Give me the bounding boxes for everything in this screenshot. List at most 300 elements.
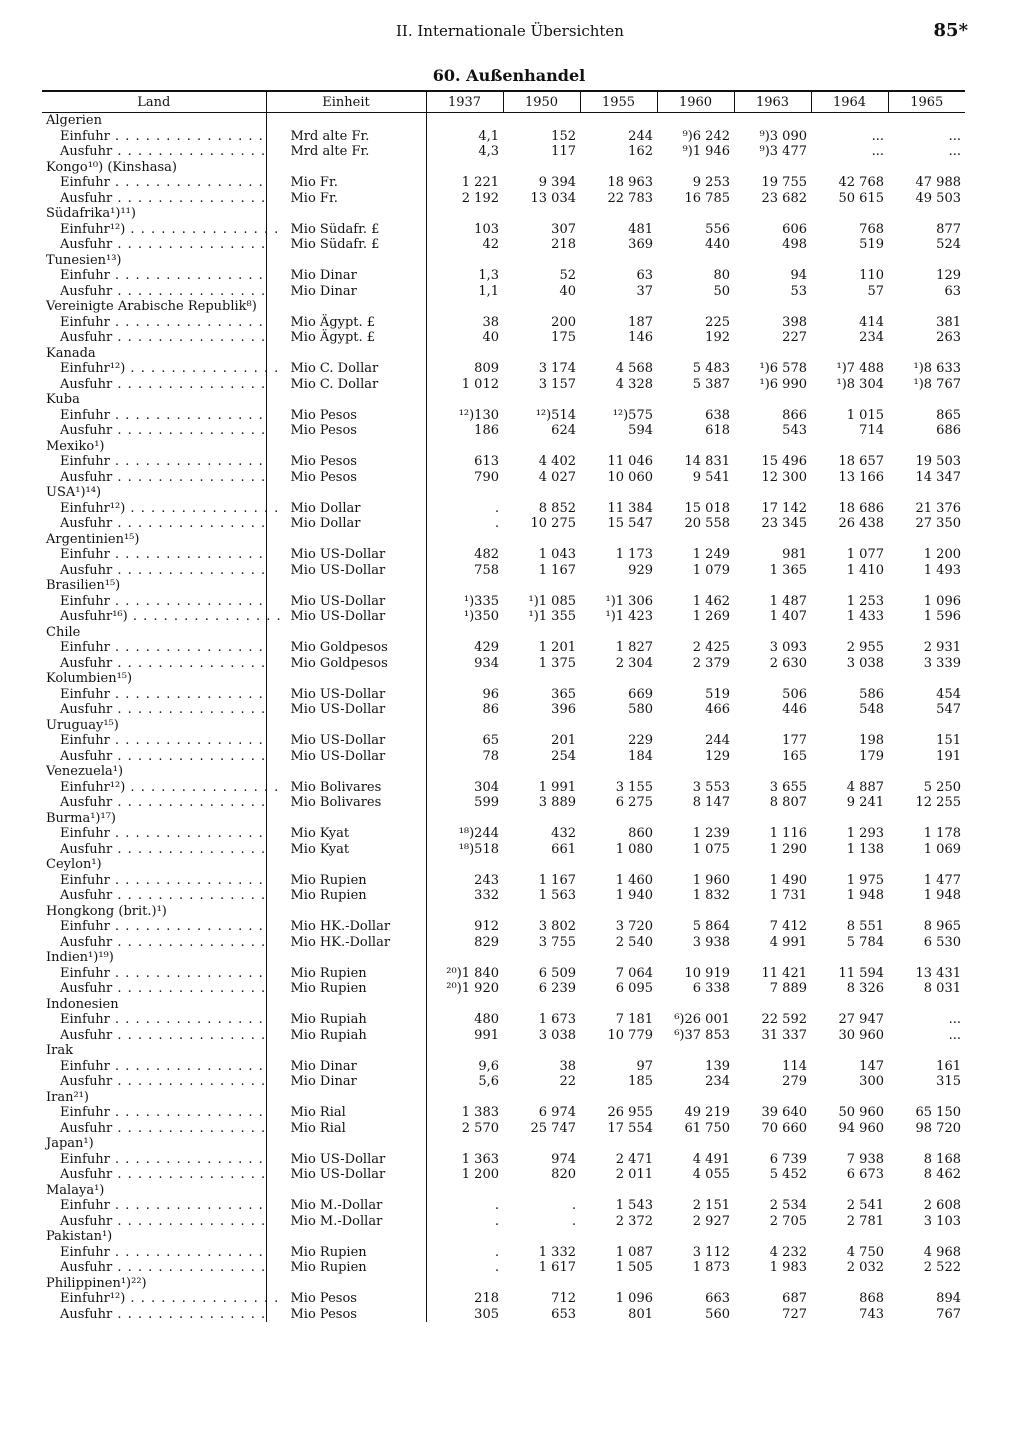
value-cell: 1 948 <box>923 888 961 903</box>
value-cell <box>580 485 657 501</box>
unit-cell: Mio Pesos <box>266 408 426 424</box>
export-row <box>42 749 965 765</box>
value-cell: 98 720 <box>915 1120 961 1136</box>
value-cell: ¹)350 <box>426 609 503 625</box>
value-cell: 305 <box>426 1307 503 1323</box>
import-row <box>42 873 965 889</box>
value-cell: 198 <box>859 733 884 748</box>
value-cell <box>811 485 888 501</box>
value-cell <box>426 346 503 362</box>
dot-leader: . . . . . . . . . . . . . . . <box>112 1167 267 1182</box>
column-header-1950: 1950 <box>503 91 580 113</box>
unit-cell: Mio Rupien <box>266 966 426 982</box>
country-row <box>42 1229 965 1245</box>
value-cell <box>503 299 580 315</box>
unit-cell <box>266 764 426 780</box>
value-cell <box>426 160 503 176</box>
value-cell <box>657 578 734 594</box>
value-cell: 65 150 <box>915 1105 961 1120</box>
value-cell: 8 031 <box>923 981 961 996</box>
value-cell <box>580 113 657 129</box>
value-cell: 63 <box>636 268 653 283</box>
import-label <box>42 1245 266 1261</box>
value-cell: . <box>426 501 503 517</box>
export-label <box>42 1028 266 1044</box>
dot-leader: . . . . . . . . . . . . . . . <box>109 919 264 934</box>
import-row <box>42 1105 965 1121</box>
value-cell: 244 <box>705 733 730 748</box>
export-label <box>42 1074 266 1090</box>
value-cell: 70 660 <box>761 1120 807 1136</box>
value-cell: 1 201 <box>538 640 576 655</box>
value-cell: 6 509 <box>538 965 576 981</box>
unit-cell <box>266 253 426 269</box>
value-cell <box>734 160 811 176</box>
value-cell: ¹⁸)244 <box>426 826 503 842</box>
value-cell: 2 372 <box>615 1213 653 1229</box>
value-cell <box>888 160 965 176</box>
dot-leader: . . . . . . . . . . . . . . . <box>112 144 267 159</box>
value-cell: 369 <box>628 237 653 252</box>
import-label <box>42 640 266 656</box>
dot-leader: . . . . . . . . . . . . . . . <box>109 314 264 330</box>
export-row <box>42 935 965 951</box>
value-cell: 2 705 <box>769 1213 807 1229</box>
value-cell: 263 <box>936 330 961 345</box>
country-name: USA¹)¹⁴) <box>46 485 102 500</box>
country-name: Chile <box>46 624 81 640</box>
export-row <box>42 1167 965 1183</box>
dot-leader: . . . . . . . . . . . . . . . <box>112 1120 267 1136</box>
value-cell <box>580 160 657 176</box>
import-label <box>42 454 266 470</box>
value-cell: 1 221 <box>426 175 503 191</box>
value-cell: 6 974 <box>538 1105 576 1120</box>
unit-cell: Mio Dinar <box>266 284 426 300</box>
export-row <box>42 563 965 579</box>
country-name: Algerien <box>46 113 102 128</box>
import-row <box>42 1291 965 1307</box>
value-cell: 2 304 <box>615 655 653 671</box>
value-cell <box>503 1183 580 1199</box>
value-cell: 9 253 <box>692 175 730 190</box>
value-cell: 519 <box>705 686 730 702</box>
value-cell: 894 <box>936 1291 961 1306</box>
unit-cell: Mio Rial <box>266 1121 426 1137</box>
value-cell: 767 <box>936 1306 961 1322</box>
value-cell: 151 <box>936 733 961 748</box>
value-cell <box>657 253 734 269</box>
value-cell <box>888 439 965 455</box>
export-label <box>42 1121 266 1137</box>
value-cell <box>811 299 888 315</box>
import-label <box>42 1059 266 1075</box>
value-cell <box>580 1229 657 1245</box>
value-cell: 4 887 <box>846 779 884 795</box>
export-row <box>42 656 965 672</box>
value-cell: 52 <box>559 268 576 283</box>
import-label-text: Einfuhr¹²) <box>60 361 126 376</box>
value-cell: 5 784 <box>846 934 884 950</box>
value-cell: 3 093 <box>769 640 807 655</box>
unit-cell: Mio Pesos <box>266 1291 426 1307</box>
value-cell: 18 657 <box>838 454 884 469</box>
value-cell <box>734 1276 811 1292</box>
value-cell: 201 <box>551 733 576 748</box>
value-cell <box>503 1043 580 1059</box>
value-cell <box>426 1090 503 1106</box>
value-cell <box>580 253 657 269</box>
import-label <box>42 129 266 145</box>
value-cell: 129 <box>936 268 961 283</box>
value-cell <box>888 578 965 594</box>
value-cell <box>657 997 734 1013</box>
import-label-text: Einfuhr <box>60 1105 110 1120</box>
value-cell: 38 <box>559 1058 576 1074</box>
value-cell: ¹)1 306 <box>605 593 653 609</box>
value-cell <box>811 950 888 966</box>
value-cell <box>580 625 657 641</box>
unit-cell: Mio C. Dollar <box>266 377 426 393</box>
value-cell <box>580 532 657 548</box>
value-cell <box>580 439 657 455</box>
value-cell <box>426 299 503 315</box>
unit-cell: Mio M.-Dollar <box>266 1214 426 1230</box>
value-cell <box>503 253 580 269</box>
value-cell: 1,3 <box>426 268 503 284</box>
export-label <box>42 377 266 393</box>
import-label-text: Einfuhr¹²) <box>60 779 126 795</box>
dot-leader: . . . . . . . . . . . . . . . <box>112 283 267 299</box>
country-name: Tunesien¹³) <box>46 252 122 268</box>
value-cell <box>811 764 888 780</box>
value-cell: 6 673 <box>846 1167 884 1182</box>
value-cell <box>426 439 503 455</box>
value-cell <box>426 532 503 548</box>
value-cell <box>888 718 965 734</box>
value-cell: ²⁰)1 840 <box>426 966 503 982</box>
export-row <box>42 191 965 207</box>
value-cell <box>657 1043 734 1059</box>
value-cell <box>426 857 503 873</box>
country-row <box>42 392 965 408</box>
value-cell <box>426 997 503 1013</box>
unit-cell: Mio Dinar <box>266 1059 426 1075</box>
value-cell: 4 328 <box>615 376 653 392</box>
export-row <box>42 702 965 718</box>
import-label <box>42 361 280 377</box>
value-cell: 27 350 <box>915 516 961 531</box>
value-cell: 5 864 <box>692 919 730 934</box>
export-label <box>42 470 266 486</box>
value-cell: 547 <box>936 702 961 717</box>
value-cell: ⁹)6 242 <box>682 128 730 144</box>
import-label-text: Einfuhr <box>60 1151 110 1167</box>
value-cell: ¹)8 633 <box>913 361 961 376</box>
unit-cell: Mrd alte Fr. <box>266 129 426 145</box>
value-cell: 4 402 <box>538 454 576 469</box>
value-cell <box>503 1276 580 1292</box>
unit-cell: Mio Rupiah <box>266 1012 426 1028</box>
value-cell: 1 332 <box>538 1244 576 1260</box>
value-cell: 1 200 <box>923 547 961 562</box>
dot-leader: . . . . . . . . . . . . . . . <box>112 562 267 578</box>
value-cell: 1 543 <box>615 1198 653 1213</box>
unit-cell <box>266 1043 426 1059</box>
export-label-text: Ausfuhr <box>60 655 113 671</box>
unit-cell: Mio Rupien <box>266 1260 426 1276</box>
value-cell <box>580 857 657 873</box>
dot-leader: . . . . . . . . . . . . . . . <box>112 795 267 810</box>
value-cell: 185 <box>628 1074 653 1089</box>
unit-cell <box>266 1136 426 1152</box>
country-name: Kolumbien¹⁵) <box>46 671 133 686</box>
export-row <box>42 330 965 346</box>
country-name: Malaya¹) <box>46 1182 105 1198</box>
value-cell: 606 <box>782 221 807 237</box>
export-row <box>42 1260 965 1276</box>
value-cell: 57 <box>867 283 884 299</box>
dot-leader: . . . . . . . . . . . . . . . <box>112 1027 267 1043</box>
value-cell: 3 938 <box>692 934 730 950</box>
unit-cell: Mio Pesos <box>266 423 426 439</box>
unit-cell: Mio US-Dollar <box>266 594 426 610</box>
value-cell: 254 <box>551 748 576 764</box>
export-row <box>42 1307 965 1323</box>
country-row <box>42 625 965 641</box>
value-cell: ... <box>948 144 961 159</box>
export-row <box>42 888 965 904</box>
import-row <box>42 780 965 796</box>
value-cell: 1 269 <box>692 609 730 624</box>
import-label-text: Einfuhr <box>60 268 110 283</box>
dot-leader: . . . . . . . . . . . . . . . <box>112 748 267 764</box>
export-label-text: Ausfuhr <box>60 888 113 903</box>
value-cell: 17 554 <box>607 1120 653 1136</box>
value-cell <box>811 346 888 362</box>
country-name: Venezuela¹) <box>46 764 124 779</box>
value-cell <box>734 1090 811 1106</box>
value-cell: 934 <box>426 656 503 672</box>
import-label-text: Einfuhr¹²) <box>60 221 126 237</box>
export-label-text: Ausfuhr <box>60 981 113 996</box>
value-cell: 727 <box>782 1306 807 1322</box>
value-cell <box>657 206 734 222</box>
unit-cell <box>266 206 426 222</box>
value-cell: ⁶)37 853 <box>674 1027 730 1043</box>
export-label-text: Ausfuhr <box>60 330 113 345</box>
value-cell: 714 <box>859 423 884 438</box>
value-cell: 165 <box>782 748 807 764</box>
country-name: Kanada <box>46 345 96 361</box>
import-label <box>42 919 266 935</box>
import-label-text: Einfuhr <box>60 965 110 981</box>
value-cell: 161 <box>936 1058 961 1074</box>
country-name: Burma¹)¹⁷) <box>46 810 116 826</box>
import-row <box>42 268 965 284</box>
value-cell: 8 168 <box>923 1151 961 1167</box>
dot-leader: . . . . . . . . . . . . . . . <box>109 407 264 423</box>
value-cell: 594 <box>628 423 653 438</box>
country-name: Uruguay¹⁵) <box>46 717 119 733</box>
value-cell: 8 852 <box>538 500 576 516</box>
country-name: Indonesien <box>46 996 119 1012</box>
import-row <box>42 919 965 935</box>
value-cell <box>734 904 811 920</box>
value-cell: 30 960 <box>838 1027 884 1043</box>
value-cell: 94 960 <box>838 1120 884 1136</box>
dot-leader: . . . . . . . . . . . . . . . <box>112 981 267 996</box>
value-cell <box>888 1136 965 1152</box>
value-cell <box>503 206 580 222</box>
value-cell <box>580 578 657 594</box>
value-cell: ⁹)3 477 <box>759 144 807 159</box>
value-cell <box>657 950 734 966</box>
value-cell: 506 <box>782 686 807 702</box>
export-label <box>42 888 266 904</box>
value-cell: 47 988 <box>915 175 961 190</box>
import-label <box>42 779 280 796</box>
country-name: Ceylon¹) <box>46 857 102 872</box>
import-row <box>42 826 965 842</box>
value-cell: 2 541 <box>846 1198 884 1213</box>
import-label <box>42 966 266 982</box>
value-cell <box>811 997 888 1013</box>
value-cell <box>503 346 580 362</box>
value-cell <box>426 1229 503 1245</box>
import-label-text: Einfuhr <box>60 454 110 469</box>
value-cell <box>503 857 580 873</box>
country-row <box>42 671 965 687</box>
value-cell: 139 <box>705 1058 730 1074</box>
import-row <box>42 129 965 145</box>
value-cell <box>426 578 503 594</box>
value-cell <box>657 1090 734 1106</box>
dot-leader: . . . . . . . . . . . . . . . <box>112 888 267 903</box>
value-cell: 7 412 <box>769 919 807 934</box>
value-cell: 1 832 <box>692 888 730 903</box>
value-cell: 13 034 <box>530 190 576 206</box>
unit-cell: Mio Dollar <box>266 501 426 517</box>
value-cell <box>580 1276 657 1292</box>
value-cell: 65 <box>426 733 503 749</box>
import-label-text: Einfuhr <box>60 872 110 888</box>
value-cell <box>657 346 734 362</box>
value-cell <box>888 950 965 966</box>
export-row <box>42 516 965 532</box>
dot-leader: . . . . . . . . . . . . . . . <box>109 1058 264 1074</box>
value-cell <box>657 718 734 734</box>
export-label-text: Ausfuhr <box>60 841 113 857</box>
dot-leader: . . . . . . . . . . . . . . . <box>112 1306 267 1322</box>
unit-cell <box>266 1090 426 1106</box>
value-cell: 15 547 <box>607 516 653 531</box>
export-label-text: Ausfuhr <box>60 190 113 206</box>
value-cell <box>503 1136 580 1152</box>
value-cell <box>734 950 811 966</box>
value-cell <box>888 485 965 501</box>
value-cell: 200 <box>551 314 576 330</box>
import-label <box>42 1198 266 1214</box>
value-cell: 114 <box>782 1058 807 1074</box>
table-title <box>0 66 1024 85</box>
import-label-text: Einfuhr <box>60 826 110 841</box>
value-cell: ... <box>948 128 961 144</box>
value-cell: 1 077 <box>846 547 884 562</box>
export-label <box>42 563 266 579</box>
unit-cell: Mio US-Dollar <box>266 687 426 703</box>
dot-leader: . . . . . . . . . . . . . . . <box>125 361 280 376</box>
value-cell <box>580 1043 657 1059</box>
dot-leader: . . . . . . . . . . . . . . . <box>112 702 267 717</box>
value-cell: 6 239 <box>538 981 576 996</box>
value-cell: 6 095 <box>615 981 653 996</box>
value-cell: 2 931 <box>923 640 961 655</box>
import-label-text: Einfuhr <box>60 640 110 655</box>
export-label <box>42 749 266 765</box>
value-cell: 790 <box>426 470 503 486</box>
export-row <box>42 842 965 858</box>
value-cell <box>657 1183 734 1199</box>
export-label-text: Ausfuhr <box>60 144 113 159</box>
import-row <box>42 175 965 191</box>
value-cell <box>657 532 734 548</box>
value-cell: ¹)1 355 <box>528 609 576 624</box>
value-cell <box>426 113 503 129</box>
country-row <box>42 857 965 873</box>
value-cell: 147 <box>859 1058 884 1074</box>
value-cell <box>426 392 503 408</box>
value-cell: 1 493 <box>923 562 961 578</box>
unit-cell <box>266 113 426 129</box>
value-cell <box>888 811 965 827</box>
value-cell <box>888 764 965 780</box>
country-row <box>42 346 965 362</box>
value-cell <box>811 253 888 269</box>
unit-cell <box>266 857 426 873</box>
column-header-1965: 1965 <box>888 91 965 113</box>
export-label <box>42 842 266 858</box>
export-label-text: Ausfuhr <box>60 1306 113 1322</box>
unit-cell <box>266 718 426 734</box>
value-cell: 3 720 <box>615 919 653 934</box>
value-cell <box>888 625 965 641</box>
import-label-text: Einfuhr <box>60 1058 110 1074</box>
dot-leader: . . . . . . . . . . . . . . . <box>109 1012 264 1027</box>
value-cell: 110 <box>859 268 884 283</box>
country-row <box>42 439 965 455</box>
value-cell: 8 965 <box>923 919 961 934</box>
value-cell: . <box>571 1213 576 1229</box>
value-cell: 8 807 <box>769 795 807 810</box>
value-cell: 3 112 <box>692 1244 730 1260</box>
value-cell: 3 103 <box>923 1213 961 1229</box>
unit-cell: Mio M.-Dollar <box>266 1198 426 1214</box>
country-row <box>42 1276 965 1292</box>
export-label-text: Ausfuhr <box>60 469 113 485</box>
value-cell: 586 <box>859 686 884 702</box>
value-cell: 177 <box>782 733 807 748</box>
value-cell: 229 <box>628 733 653 748</box>
value-cell <box>734 671 811 687</box>
value-cell: 300 <box>859 1074 884 1089</box>
value-cell: ¹)6 578 <box>759 361 807 376</box>
dot-leader: . . . . . . . . . . . . . . . <box>109 454 264 469</box>
dot-leader: . . . . . . . . . . . . . . . <box>109 128 264 144</box>
value-cell: 381 <box>936 314 961 330</box>
value-cell: 1 290 <box>769 841 807 857</box>
value-cell: 2 630 <box>769 655 807 671</box>
